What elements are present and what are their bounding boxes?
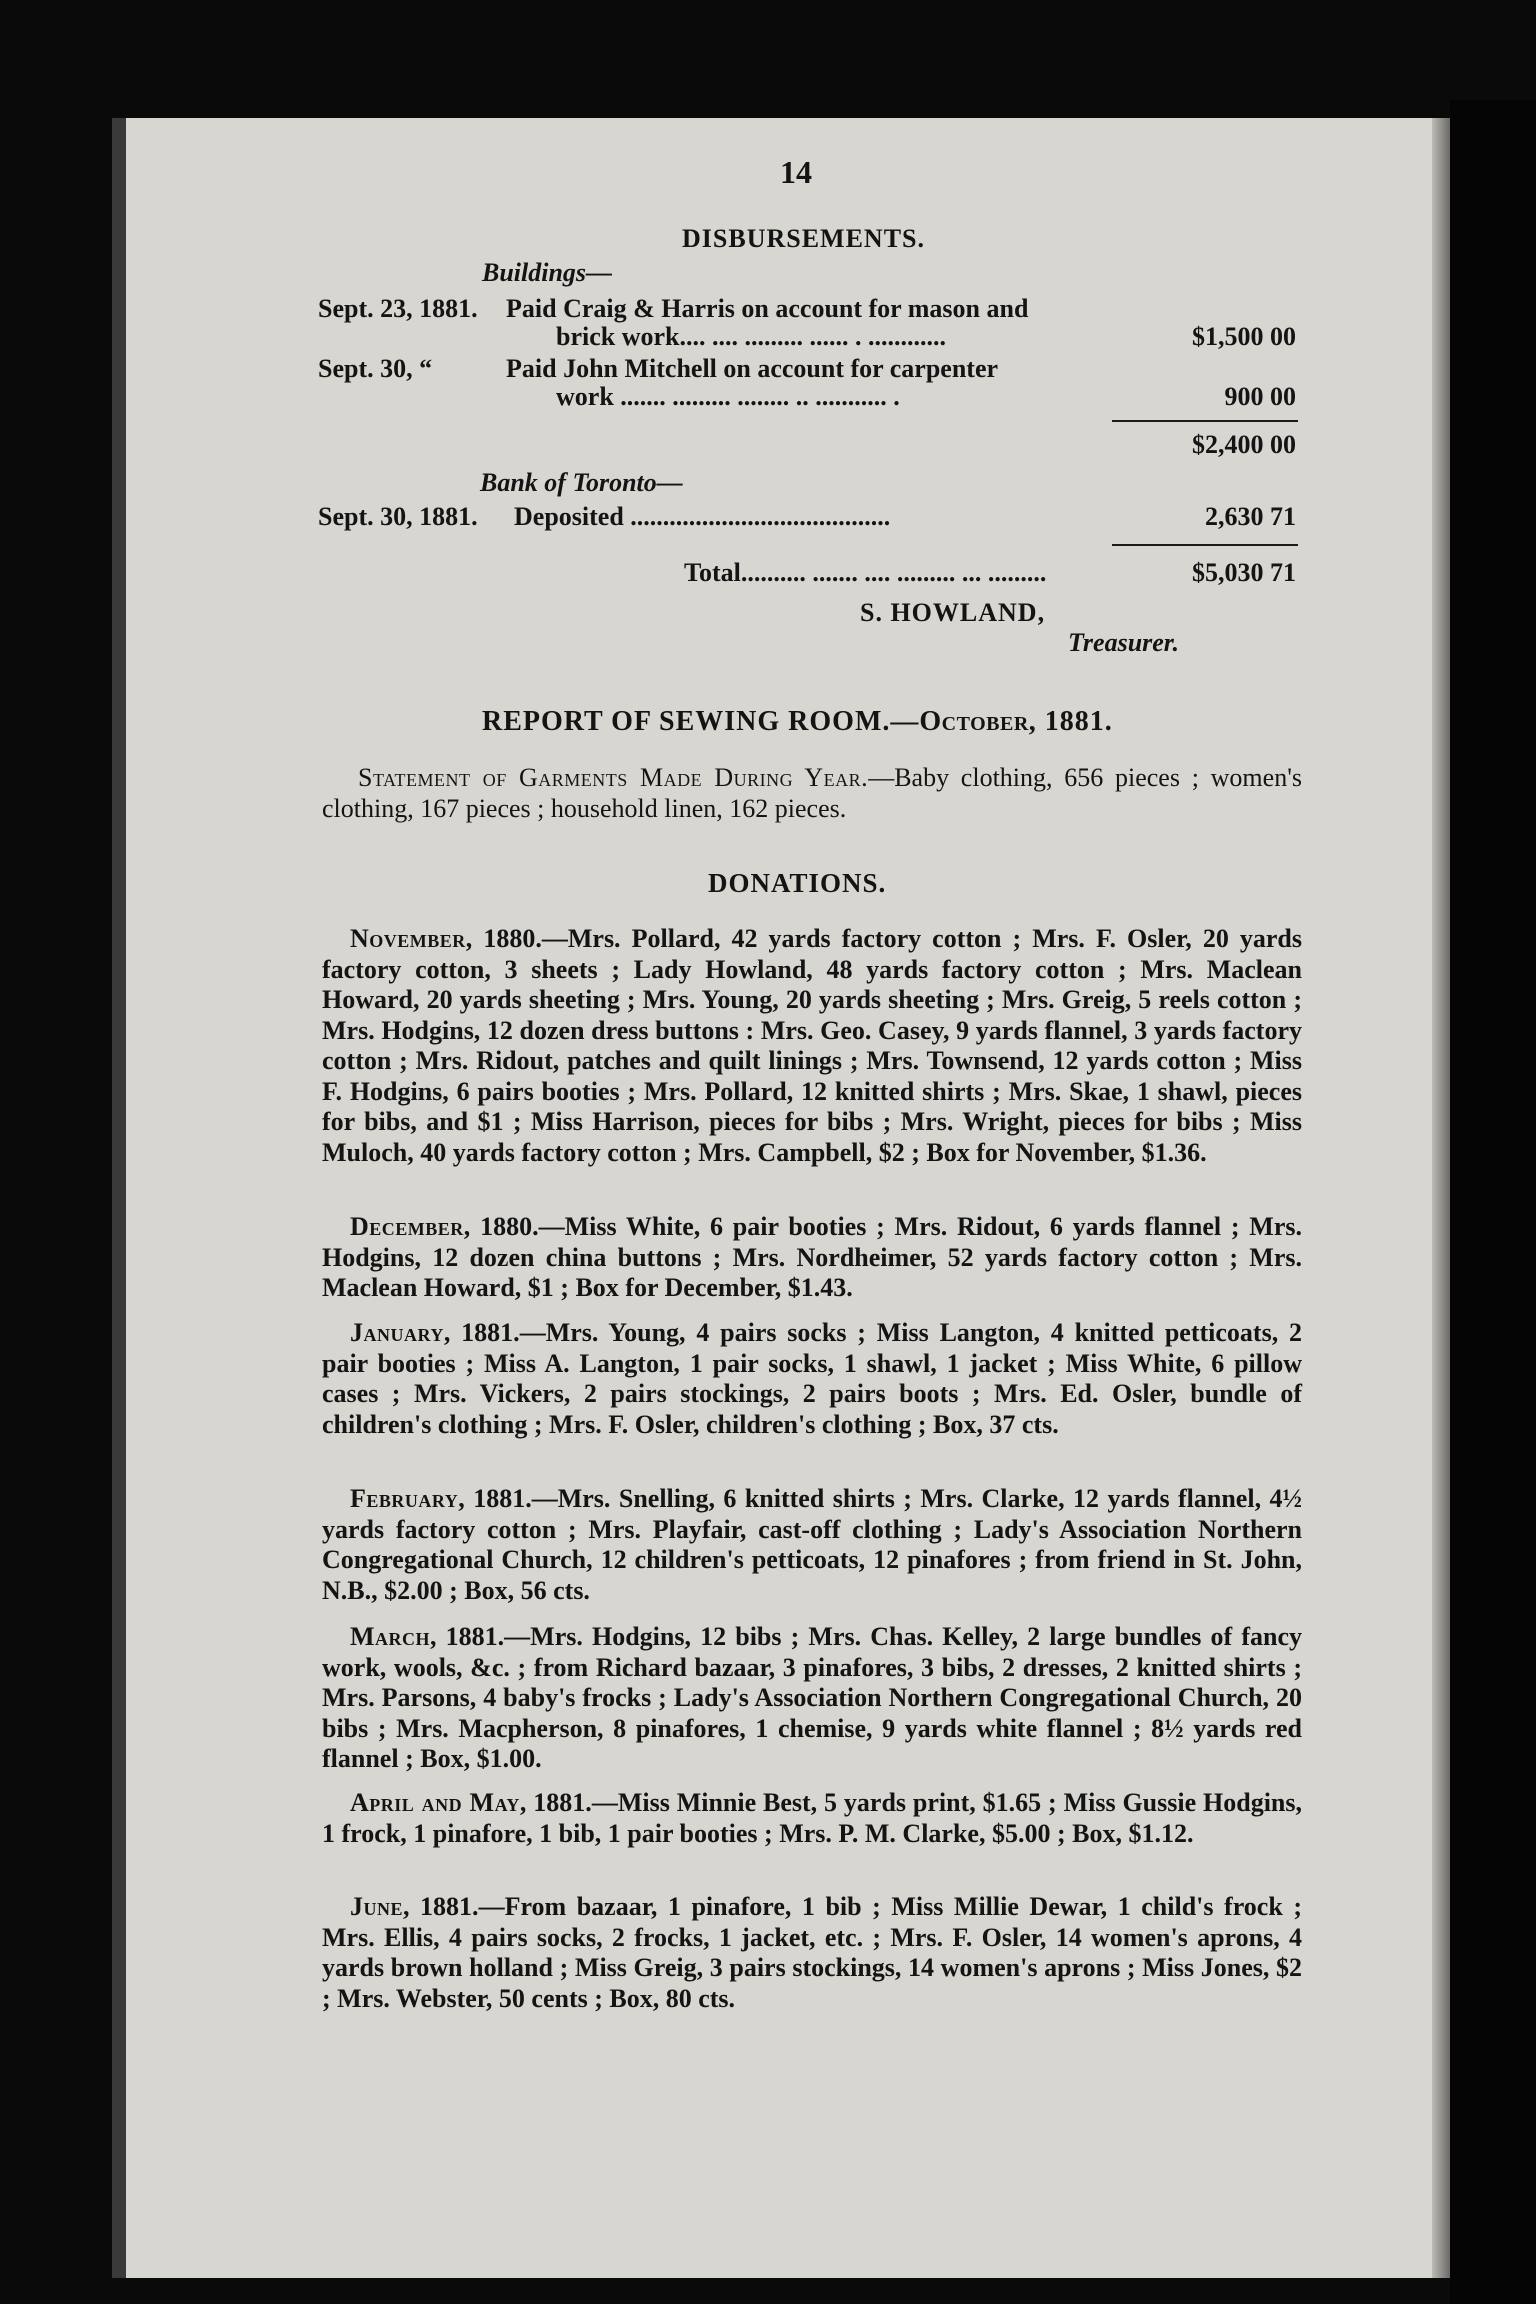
row-1-line1: Paid Craig & Harris on account for mason and: [506, 294, 1029, 323]
donation-entry-march: [322, 1622, 1302, 1775]
entry-text: —Mrs. Hodgins, 12 bibs ; Mrs. Chas. Kelley, 2 large bundles of fancy work, wools, &c. ; from Richard bazaar, 3 pinafores, 3 bibs, 2 dresses, 2 knitted shirts ; Mrs. Parsons, 4 baby's frocks ; Lady's Association Northern Congregational Church, 20 bibs ; Mrs. Macpherson, 8 pinafores, 1 chemise, 9 yards white flannel ; 8½ yards red flannel ; Box, $1.00.: [322, 1622, 1302, 1773]
donation-entry-november: [322, 924, 1302, 1168]
subtotal-rule: [1112, 420, 1298, 422]
sewing-report-heading: [482, 706, 1113, 738]
entry-text: —Mrs. Pollard, 42 yards factory cotton ; Mrs. F. Osler, 20 yards factory cotton, 3 sheets ; Lady Howland, 48 yards factory cotton ; Mrs. Maclean Howard, 20 yards sheeting ; Mrs. Young, 20 yards sheeting ; Mrs. Greig, 5 reels cotton ; Mrs. Hodgins, 12 dozen dress buttons : Mrs. Geo. Casey, 9 yards flannel, 3 yards factory cotton ; Mrs. Ridout, patches and quilt linings ; Mrs. Townsend, 12 yards cotton ; Miss F. Hodgins, 6 pairs booties ; Mrs. Pollard, 12 knitted shirts ; Mrs. Skae, 1 shawl, pieces for bibs, and $1 ; Miss Harrison, pieces for bibs ; Mrs. Wright, pieces for bibs ; Miss Muloch, 40 yards factory cotton ; Mrs. Campbell, $2 ; Box for November, $1.36.: [322, 924, 1303, 1167]
disbursements-heading: DISBURSEMENTS.: [682, 224, 926, 253]
garments-statement: [322, 762, 1302, 824]
entry-month: March: [350, 1622, 431, 1651]
sewing-report-year: , 1881.: [1028, 706, 1113, 737]
book-gutter: [1450, 100, 1536, 2304]
entry-text: —Miss Minnie Best, 5 yards print, $1.65 ; Miss Gussie Hodgins, 1 frock, 1 pinafore, 1 bib, 1 pair booties ; Mrs. P. M. Clarke, $5.00 ; Box, $1.12.: [322, 1788, 1302, 1848]
entry-year: , 1881.: [443, 1318, 520, 1347]
row-1-amount: $1,500 00: [1192, 322, 1296, 351]
signer-name: S. HOWLAND,: [860, 598, 1046, 627]
signer-title: Treasurer.: [1068, 628, 1179, 657]
entry-month: April and May: [350, 1788, 520, 1817]
statement-text: —Baby clothing, 656 pieces ; women's clothing, 167 pieces ; household linen, 162 pieces.: [322, 763, 1302, 823]
entry-month: January: [350, 1318, 444, 1347]
sewing-report-month: October: [919, 706, 1029, 737]
donation-entry-january: [322, 1318, 1302, 1440]
entry-text: —Mrs. Young, 4 pairs socks ; Miss Langton, 4 knitted petticoats, 2 pair booties ; Miss A. Langton, 1 pair socks, 1 shawl, 1 jacket ; Miss White, 6 pillow cases ; Mrs. Vickers, 2 pairs stockings, 2 pairs boots ; Mrs. Ed. Osler, bundle of children's clothing ; Mrs. F. Osler, children's clothing ; Box, 37 cts.: [322, 1318, 1303, 1439]
deposit-amount: 2,630 71: [1205, 502, 1296, 531]
entry-month: February: [350, 1484, 459, 1513]
bank-label: Bank of Toronto—: [480, 468, 683, 497]
row-1-date: Sept. 23, 1881.: [318, 294, 478, 323]
page-number: 14: [780, 154, 812, 190]
donation-entry-june: [322, 1892, 1302, 2014]
deposit-text: Deposited ........................................: [514, 502, 891, 531]
entry-year: , 1881.: [458, 1484, 532, 1513]
total-label: Total.......... ....... .... ......... ... .........: [684, 558, 1047, 587]
entry-month: June: [350, 1892, 404, 1921]
page-edge: [1432, 118, 1450, 2278]
entry-year: , 1880.: [463, 1212, 539, 1241]
total-amount: $5,030 71: [1192, 558, 1296, 587]
entry-text: —From bazaar, 1 pinafore, 1 bib ; Miss Millie Dewar, 1 child's frock ; Mrs. Ellis, 4 pairs socks, 2 frocks, 1 jacket, etc. ; Mrs. F. Osler, 14 women's aprons, 4 yards brown holland ; Miss Greig, 3 pairs stockings, 14 women's aprons ; Miss Jones, $2 ; Mrs. Webster, 50 cents ; Box, 80 cts.: [322, 1892, 1302, 2013]
entry-text: —Mrs. Snelling, 6 knitted shirts ; Mrs. Clarke, 12 yards flannel, 4½ yards factory cotton ; Mrs. Playfair, cast-off clothing ; Lady's Association Northern Congregational Church, 12 children's petticoats, 12 pinafores ; from friend in St. John, N.B., $2.00 ; Box, 56 cts.: [322, 1484, 1303, 1605]
row-1-line2: brick work.... .... ......... ...... . ............: [556, 322, 946, 351]
deposit-date: Sept. 30, 1881.: [318, 502, 478, 531]
row-2-date: Sept. 30, “: [318, 354, 433, 383]
entry-month: November: [350, 924, 466, 953]
entry-year: , 1881.: [519, 1788, 592, 1817]
donations-heading: DONATIONS.: [708, 868, 887, 898]
donation-entry-april-may: [322, 1788, 1302, 1849]
buildings-label: Buildings—: [482, 258, 613, 287]
entry-year: , 1880.: [465, 924, 542, 953]
row-2-line1: Paid John Mitchell on account for carpenter: [506, 354, 999, 383]
row-2-amount: 900 00: [1224, 382, 1296, 411]
row-2-line2: work ....... ......... ........ .. ........... .: [556, 382, 900, 411]
donation-entry-december: [322, 1212, 1302, 1304]
entry-text: —Miss White, 6 pair booties ; Mrs. Ridout, 6 yards flannel ; Mrs. Hodgins, 12 dozen china buttons ; Mrs. Nordheimer, 52 yards factory cotton ; Mrs. Maclean Howard, $1 ; Box for December, $1.43.: [322, 1212, 1303, 1302]
entry-year: , 1881.: [403, 1892, 479, 1921]
entry-month: December: [350, 1212, 464, 1241]
subtotal-amount: $2,400 00: [1192, 430, 1296, 459]
statement-label: Statement of Garments Made During Year.: [358, 763, 869, 792]
total-rule: [1112, 544, 1298, 546]
sewing-report-heading-text: REPORT OF SEWING ROOM.—: [482, 706, 920, 737]
entry-year: , 1881.: [430, 1622, 505, 1651]
donation-entry-february: [322, 1484, 1302, 1606]
